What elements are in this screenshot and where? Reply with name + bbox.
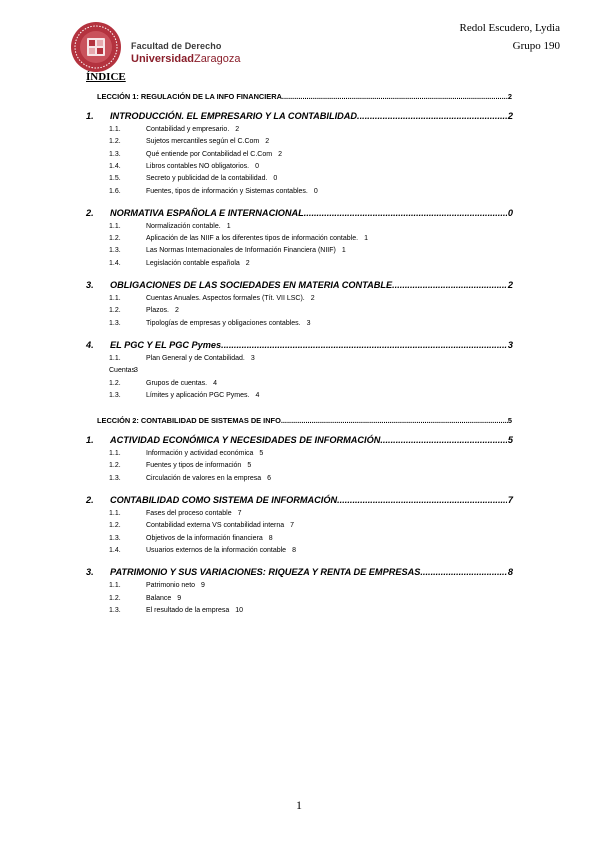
toc-section-text: El resultado de la empresa [146, 606, 230, 614]
toc-section-title [146, 260, 250, 267]
toc-section-text: Libros contables NO obligatorios. [146, 162, 250, 170]
toc-section-number: 1.2. [109, 138, 121, 146]
toc-lesson-page: 5 [507, 416, 512, 426]
toc-section-title [146, 126, 239, 133]
toc-section-number: Cuentas [109, 367, 136, 375]
toc-lesson-entry [97, 92, 512, 101]
toc-chapter-entry [86, 435, 513, 445]
toc-section-number: 1.1. [109, 582, 121, 590]
toc-section-number: 1.2. [109, 307, 121, 315]
toc-chapter-title: NORMATIVA ESPAÑOLA E INTERNACIONAL. [110, 207, 307, 218]
toc-section-number: 1.3. [109, 391, 121, 399]
toc-chapter-page: 2 [507, 280, 513, 290]
toc-section-number: 1.3. [109, 534, 121, 542]
toc-lesson-label: LECCIÓN 1: REGULACIÓN DE LA INFO FINANCIERA [97, 92, 282, 101]
toc-section-title [146, 582, 205, 589]
toc-section-title [146, 247, 346, 254]
institution-name [131, 41, 240, 66]
toc-section-text: Secreto y publicidad de la contabilidad. [146, 175, 268, 183]
toc-section-text: Balance [146, 594, 172, 602]
toc-section-number: 1.1. [109, 126, 121, 133]
toc-section-page: 6 [267, 474, 272, 482]
toc-chapter-page: 7 [507, 495, 513, 505]
toc-section-page: 8 [292, 546, 296, 554]
toc-section-text: Objetivos de la información financiera [146, 534, 263, 542]
toc-section-number: 1.4. [109, 259, 121, 267]
toc-chapter-entry [86, 111, 513, 121]
toc-section-title [146, 547, 296, 554]
toc-section-page: 7 [290, 522, 295, 530]
toc-section-number: 1.6. [109, 187, 121, 195]
toc-leader-dots [282, 92, 508, 101]
toc-chapter-page: 8 [507, 567, 513, 578]
toc-leader-dots [306, 208, 507, 218]
toc-section-text: Límites y aplicación PGC Pymes. [146, 391, 250, 399]
toc-section-number: 1.1. [109, 295, 121, 302]
toc-section-title [146, 522, 294, 529]
toc-chapter-title: OBLIGACIONES DE LAS SOCIEDADES EN MATERIA CONTABLE. [110, 280, 395, 290]
toc-section-title [146, 307, 179, 314]
toc-section-text: Tipologías de empresas y obligaciones contables. [146, 319, 301, 327]
toc-chapter-page: 5 [507, 435, 513, 446]
toc-leader-dots [380, 435, 507, 445]
toc-chapter-number: 1. [86, 111, 94, 121]
toc-section-number: 1.2. [109, 594, 121, 602]
toc-section-number: 1.3. [109, 247, 121, 255]
toc-section-page: 4 [213, 379, 217, 387]
toc-section-page: 1 [341, 247, 346, 255]
toc-section-number: 1.3. [109, 474, 121, 482]
group-label: Grupo 190 [512, 40, 560, 52]
toc-chapter-page: 2 [507, 111, 513, 121]
toc-section-title [146, 163, 259, 170]
toc-section-text: Fuentes, tipos de información y Sistemas contables. [146, 187, 308, 195]
toc-section-page: 2 [265, 138, 270, 146]
toc-section-number: 1.4. [109, 546, 121, 554]
toc-chapter-page: 3 [507, 339, 513, 350]
toc-section-title [146, 355, 255, 362]
toc-section-page: 1 [226, 222, 231, 230]
toc-leader-dots [281, 416, 508, 425]
toc-section-page: 4 [255, 391, 260, 399]
toc-section-title [146, 510, 242, 517]
toc-section-page: 3 [250, 354, 255, 362]
toc-section-number: 1.2. [109, 522, 121, 530]
toc-section-text: Fuentes y tipos de información [146, 462, 242, 470]
toc-section-text: Grupos de cuentas. [146, 379, 208, 387]
toc-section-text: Contabilidad y empresario. [146, 126, 230, 133]
toc-section-text: Circulación de valores en la empresa [146, 474, 262, 482]
toc-section-number: 1.1. [109, 354, 121, 362]
toc-section-title [146, 138, 269, 145]
toc-section-number: 1.4. [109, 162, 121, 170]
toc-section-page: 3 [306, 319, 311, 327]
toc-section-text: Información y actividad económica [146, 450, 254, 458]
toc-chapter-entry [86, 208, 513, 218]
toc-section-page: 2 [245, 259, 250, 267]
toc-section-title [146, 151, 282, 158]
toc-section-page: 0 [255, 162, 260, 170]
university-seal-logo [70, 21, 122, 73]
university-name: UniversidadZaragoza [131, 53, 241, 65]
toc-section-number: 1.2. [109, 235, 121, 243]
toc-chapter-title: CONTABILIDAD COMO SISTEMA DE INFORMACIÓN [110, 495, 338, 505]
toc-chapter-number: 2. [86, 207, 94, 218]
toc-section-title [146, 320, 311, 327]
toc-section-title [146, 175, 277, 182]
toc-section-page: 2 [278, 150, 282, 158]
toc-section-title [146, 475, 271, 482]
toc-section-page: 1 [364, 235, 368, 243]
toc-section-number: 1.1. [109, 510, 121, 517]
toc-section-number: 1.3. [109, 606, 121, 614]
toc-section-number: 1.3. [109, 150, 121, 158]
toc-section-text: Aplicación de las NIIF a los diferentes tipos de información contable. [146, 235, 359, 243]
toc-chapter-number: 3. [86, 280, 94, 290]
toc-chapter-entry [86, 280, 513, 290]
toc-section-page: 2 [174, 307, 179, 315]
toc-section-page: 5 [259, 450, 264, 458]
toc-section-title [146, 223, 231, 230]
toc-section-number: 1.2. [109, 462, 121, 470]
toc-chapter-title: INTRODUCCIÓN. EL EMPRESARIO Y LA CONTABILIDAD. [110, 111, 360, 121]
toc-section-text: Legislación contable española [146, 259, 240, 267]
toc-section-text: Fases del proceso contable [146, 510, 232, 517]
toc-section-text: Plazos. [146, 307, 169, 315]
toc-lesson-label: LECCIÓN 2: CONTABILIDAD DE SISTEMAS DE INFO [97, 416, 281, 426]
toc-section-page: 8 [268, 534, 273, 542]
toc-section-title [146, 607, 243, 614]
toc-section-text: Las Normas Internacionales de Información Financiera (NIIF) [146, 247, 336, 255]
toc-section-title [146, 450, 263, 457]
toc-section-title [128, 367, 138, 374]
toc-section-page: 3 [134, 367, 138, 375]
faculty-name: Facultad de Derecho [131, 41, 222, 51]
toc-chapter-entry [86, 495, 513, 505]
toc-section-text: Cuentas Anuales. Aspectos formales (Tít. VII LSC). [146, 295, 305, 302]
toc-section-text: Usuarios externos de la información contable [146, 546, 287, 554]
toc-section-number: 1.5. [109, 175, 121, 183]
toc-section-page: 9 [177, 594, 182, 602]
toc-section-title [146, 188, 318, 195]
toc-section-page: 2 [310, 295, 315, 302]
toc-leader-dots [337, 495, 507, 505]
toc-section-title [146, 392, 259, 399]
toc-section-page: 0 [313, 187, 318, 195]
toc-leader-dots [395, 280, 507, 290]
toc-section-page: 10 [235, 606, 244, 614]
toc-section-page: 9 [201, 582, 205, 590]
toc-chapter-page: 0 [507, 207, 513, 218]
toc-leader-dots [423, 567, 507, 577]
toc-section-text: Normalización contable. [146, 222, 221, 230]
toc-lesson-page: 2 [507, 92, 512, 101]
toc-chapter-number: 3. [86, 567, 94, 578]
toc-chapter-number: 1. [86, 435, 94, 446]
toc-chapter-title: PATRIMONIO Y SUS VARIACIONES: RIQUEZA Y RENTA DE EMPRESAS. [110, 567, 423, 578]
toc-chapter-entry [86, 567, 513, 577]
toc-section-text: Qué entiende por Contabilidad el C.Com [146, 150, 273, 158]
toc-section-title [146, 380, 217, 387]
toc-section-text: Contabilidad externa VS contabilidad interna [146, 522, 285, 530]
toc-section-page: 0 [273, 175, 278, 183]
toc-section-title [146, 462, 251, 469]
toc-chapter-number: 2. [86, 495, 94, 505]
toc-chapter-title: EL PGC Y EL PGC Pymes. [110, 339, 224, 350]
toc-section-text: Sujetos mercantiles según el C.Com [146, 138, 260, 146]
toc-title: ÍNDICE [86, 71, 126, 83]
toc-leader-dots [224, 340, 507, 350]
toc-chapter-entry [86, 340, 513, 350]
toc-section-title [146, 295, 315, 302]
toc-section-title [146, 595, 181, 602]
toc-section-number: 1.3. [109, 319, 121, 327]
toc-chapter-number: 4. [86, 339, 94, 350]
toc-section-text: Plan General y de Contabilidad. [146, 354, 245, 362]
toc-chapter-title: ACTIVIDAD ECONÓMICA Y NECESIDADES DE INFORMACIÓN [110, 435, 381, 446]
toc-section-page: 5 [247, 462, 252, 470]
page-number: 1 [296, 798, 302, 812]
author-name: Redol Escudero, Lydia [459, 22, 560, 34]
toc-section-title [146, 535, 273, 542]
toc-section-page: 7 [237, 510, 242, 517]
toc-section-number: 1.1. [109, 450, 121, 458]
toc-lesson-entry [97, 416, 512, 425]
toc-section-title [146, 235, 368, 242]
toc-leader-dots [360, 111, 507, 121]
toc-section-number: 1.1. [109, 222, 121, 230]
toc-section-number: 1.2. [109, 379, 121, 387]
toc-section-text: Patrimonio neto [146, 582, 196, 590]
toc-section-page: 2 [235, 126, 240, 133]
author-block [459, 19, 560, 55]
